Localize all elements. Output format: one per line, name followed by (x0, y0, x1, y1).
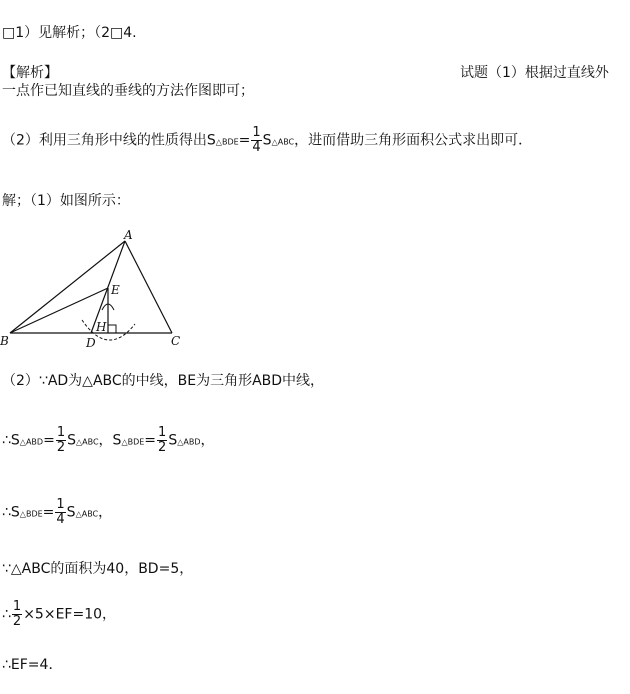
step2-fraction-b (157, 426, 167, 455)
step5-fraction (12, 600, 22, 629)
label-h: H (96, 320, 107, 334)
step2-s2: S (67, 432, 76, 449)
step3-numerator: 1 (56, 497, 65, 512)
step2-denominator-b: 2 (158, 440, 167, 455)
step3-fraction (55, 498, 65, 527)
label-a: A (124, 228, 133, 242)
step3-end: ， (98, 504, 113, 521)
solution-step-2 (2, 426, 214, 455)
analysis-right-text: 试题（1）根据过直线外 (460, 65, 609, 81)
step2-sub-abc: △ABC (75, 437, 99, 447)
analysis-line-3 (2, 126, 532, 155)
step2-mid: ，S (98, 432, 122, 449)
step3-s: S (66, 504, 76, 521)
sub-bdde: △BDE (215, 137, 239, 147)
label-b: B (0, 334, 9, 348)
solution-step-5 (2, 600, 116, 629)
solution-step-3 (2, 498, 112, 527)
step2-eq-b: = (144, 432, 157, 449)
analysis-line-3-pre: （2）利用三角形中线的性质得出S (2, 132, 216, 149)
step2-numerator-b: 1 (158, 425, 167, 440)
solution-step-6: ∴EF=4． (2, 657, 63, 673)
step3-denominator: 4 (56, 512, 65, 527)
step3-pre: ∴S (2, 504, 20, 521)
right-angle-mark (108, 325, 116, 333)
answer-line: □1）见解析；（2□4. (2, 25, 137, 41)
step5-pre: ∴ (2, 606, 11, 623)
solution-step-1: （2）∵AD为△ABC的中线，BE为三角形ABD中线， (2, 373, 325, 389)
step3-eq: = (42, 504, 55, 521)
label-c: C (171, 334, 181, 348)
step2-sub-abd: △ABD (19, 437, 44, 447)
side-ac (125, 241, 172, 333)
triangle-figure (0, 228, 200, 352)
label-d: D (86, 336, 96, 350)
step2-end: ， (200, 432, 215, 449)
step5-denominator: 2 (12, 614, 22, 629)
step2-s3: S (168, 432, 178, 449)
analysis-line-3-post: ，进而借助三角形面积公式求出即可． (294, 132, 533, 149)
step3-sub-bdde: △BDE (19, 509, 43, 519)
s-symbol: S (262, 132, 272, 149)
analysis-label: 【解析】 (2, 65, 58, 81)
step2-denominator-a: 2 (56, 440, 66, 455)
step2-s1: ∴S (2, 432, 20, 449)
step2-sub-abd-b: △ABD (177, 437, 201, 447)
solution-intro: 解；（1）如图所示： (2, 193, 130, 209)
fraction-denominator: 4 (252, 140, 261, 155)
analysis-line-2: 一点作已知直线的垂线的方法作图即可； (2, 83, 254, 99)
sub-abc: △ABC (271, 137, 295, 147)
fraction-one-quarter (251, 126, 261, 155)
solution-step-4: ∵△ABC的面积为40，BD=5， (2, 561, 194, 577)
step2-fraction-a (56, 426, 66, 455)
step2-sub-bdde: △BDE (121, 437, 145, 447)
step5-numerator: 1 (12, 599, 22, 614)
step3-sub-abc: △ABC (75, 509, 99, 519)
eq-sign: = (238, 132, 251, 149)
step5-post: ×5×EF=10， (23, 606, 117, 623)
fraction-numerator: 1 (252, 125, 261, 140)
step2-eq: = (43, 432, 55, 449)
label-e: E (111, 283, 120, 297)
step2-numerator-a: 1 (56, 425, 66, 440)
